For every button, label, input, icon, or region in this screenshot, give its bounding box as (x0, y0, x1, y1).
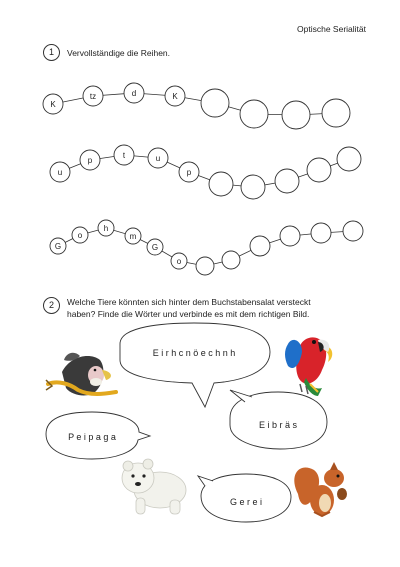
task-2-line-1: Welche Tiere könnten sich hinter dem Buchstabensalat versteckt (67, 297, 311, 307)
task-2-line-2: haben? Finde die Wörter und verbinde es mit dem richtigen Bild. (67, 309, 310, 319)
worksheet-header: Optische Serialität (297, 24, 366, 34)
series-letter: o (176, 257, 182, 266)
vulture-picture[interactable] (46, 353, 116, 396)
series-letter: t (122, 151, 126, 160)
series-letter: u (57, 168, 63, 177)
series-letter: G (54, 242, 62, 251)
parrot-picture[interactable] (285, 337, 332, 396)
series-letter: d (131, 89, 137, 98)
series-letter: p (87, 156, 93, 165)
task-2-number: 2 (43, 297, 60, 314)
bubble-1-text: E i r h c n ö e c h n h (152, 348, 236, 358)
series-letter: m (129, 232, 137, 241)
task-1-instruction: Vervollständige die Reihen. (67, 48, 171, 58)
series-letter: p (186, 168, 192, 177)
bubble-3-text: P e i p a g a (68, 432, 116, 442)
series-letter: u (155, 154, 161, 163)
polar-bear-picture[interactable] (122, 459, 186, 514)
series-letter: tz (89, 92, 97, 101)
series-letter: o (77, 231, 83, 240)
series-letter: K (172, 92, 178, 101)
series-letter: G (151, 243, 159, 252)
bubble-2-text: E i b r ä s (258, 420, 298, 430)
series-letter: h (103, 224, 109, 233)
task-1-number: 1 (43, 44, 60, 61)
bubble-4-text: G e r e i (229, 497, 263, 507)
series-letter: K (50, 100, 56, 109)
squirrel-picture[interactable] (294, 462, 347, 516)
